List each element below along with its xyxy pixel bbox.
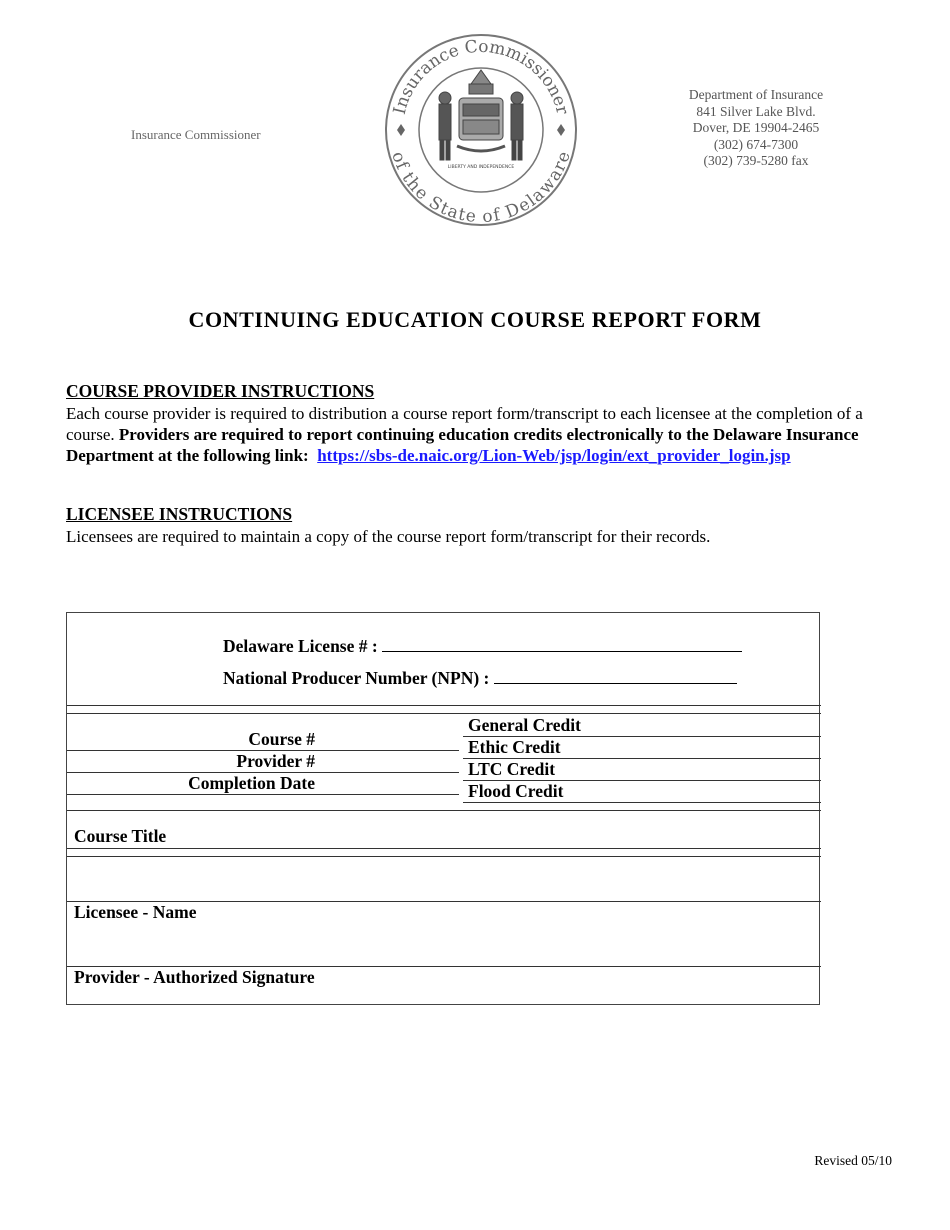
- provider-instructions-bold: Providers are required to report continuing education credits electronically to the Delaware Insurance Department at the following link:: [66, 425, 859, 465]
- department-fax: (302) 739-5280 fax: [703, 153, 809, 168]
- ltc-credit-label: LTC Credit: [468, 759, 556, 779]
- department-address-line1: 841 Silver Lake Blvd.: [696, 103, 816, 119]
- course-title-field[interactable]: [67, 848, 821, 849]
- ethic-credit-label: Ethic Credit: [468, 737, 561, 757]
- flood-credit-field[interactable]: [463, 802, 821, 803]
- licensee-instructions-text: Licensees are required to maintain a copy of the course report form/transcript for their records.: [66, 527, 711, 546]
- provider-instructions-plain: Each course provider is required to distribution a course report form/transcript to each licensee at the completion of a course.: [66, 404, 863, 444]
- delaware-insurance-seal: [383, 32, 579, 228]
- department-phone: (302) 674-7300: [713, 136, 799, 152]
- seal-ring-text-bottom: of the State of Delaware: [387, 149, 575, 228]
- npn-field[interactable]: [494, 667, 737, 684]
- provider-login-link[interactable]: https://sbs-de.naic.org/Lion-Web/jsp/login/ext_provider_login.jsp: [317, 446, 791, 465]
- department-name: Department of Insurance: [688, 87, 824, 102]
- revision-date: Revised 05/10: [814, 1153, 892, 1168]
- seal-ring-text: Insurance Commissioner: [389, 36, 573, 117]
- flood-credit-label: Flood Credit: [468, 781, 564, 801]
- npn-row: [223, 667, 737, 689]
- course-report-form: [66, 612, 820, 1005]
- department-address-block: [640, 87, 872, 170]
- svg-text:LIBERTY AND INDEPENDENCE: LIBERTY AND INDEPENDENCE: [447, 165, 515, 170]
- license-number-field[interactable]: [382, 635, 742, 652]
- department-address-line2: Dover, DE 19904-2465: [692, 120, 820, 135]
- licensee-instructions-heading: LICENSEE INSTRUCTIONS: [66, 504, 293, 524]
- general-credit-label: General Credit: [468, 715, 581, 735]
- licensee-name-label: Licensee - Name: [74, 902, 197, 922]
- provider-instructions-heading: COURSE PROVIDER INSTRUCTIONS: [66, 381, 375, 401]
- commissioner-label: Insurance Commissioner: [131, 127, 261, 142]
- license-number-row: [223, 635, 742, 657]
- provider-signature-label: Provider - Authorized Signature: [74, 967, 315, 987]
- npn-label: National Producer Number (NPN) :: [223, 668, 490, 688]
- license-number-label: Delaware License # :: [223, 636, 378, 656]
- completion-date-field[interactable]: [67, 794, 459, 795]
- page-title: CONTINUING EDUCATION COURSE REPORT FORM: [188, 307, 762, 332]
- course-number-label: Course #: [248, 729, 315, 749]
- provider-instructions-text: [66, 403, 896, 466]
- course-title-label: Course Title: [74, 826, 167, 846]
- provider-number-label: Provider #: [236, 751, 315, 771]
- completion-date-label: Completion Date: [188, 773, 315, 793]
